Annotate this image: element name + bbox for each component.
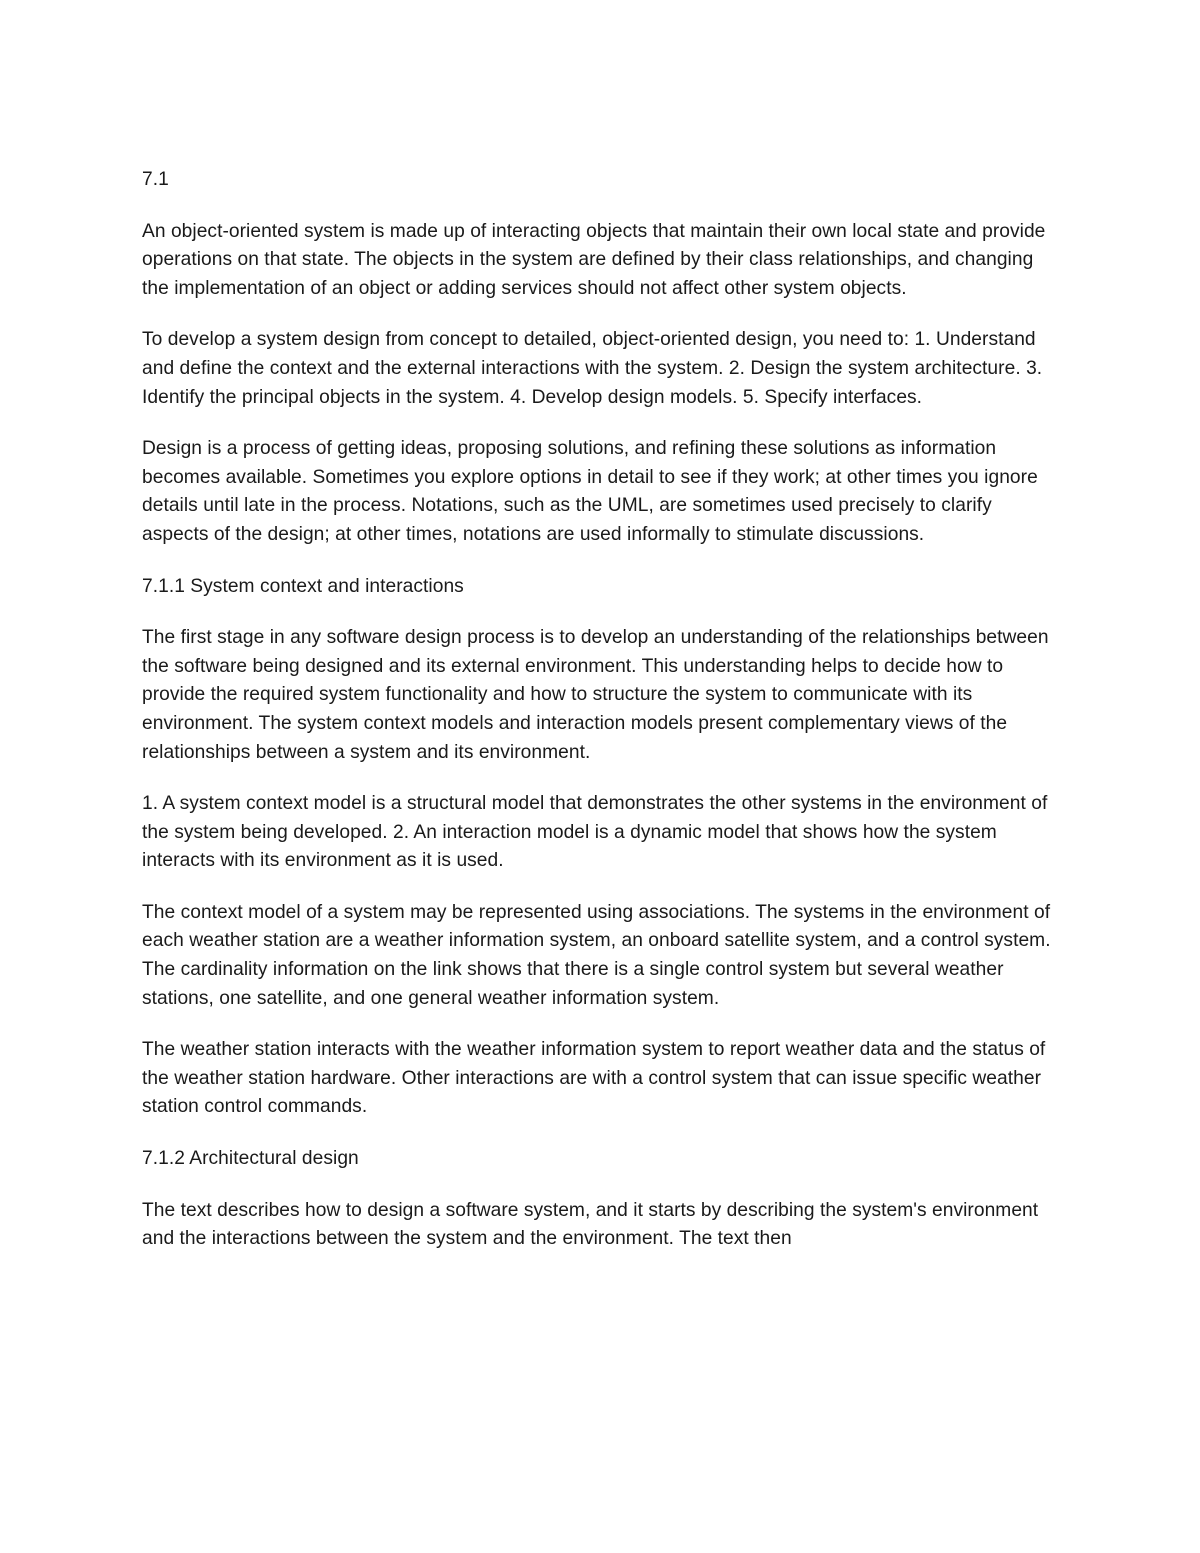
section-heading-7-1-2: 7.1.2 Architectural design <box>142 1148 359 1170</box>
paragraph-context-model: The context model of a system may be represented using associations. The systems in the environment of each weather station are a weather information system, an onboard satellite system, and a control system. The cardinality information on the link shows that there is a single control system but several weather stations, one satellite, and one general weather information system. <box>142 901 1051 1009</box>
paragraph-design-process: Design is a process of getting ideas, proposing solutions, and refining these solutions as information becomes available. Sometimes you explore options in detail to see if they work; at other times you ignore details until late in the process. Notations, such as the UML, are sometimes used precisely to clarify aspects of the design; at other times, notations are used informally to stimulate discussions. <box>142 438 1038 545</box>
section-heading-7-1: 7.1 <box>142 169 169 190</box>
paragraph-first-stage: The first stage in any software design process is to develop an understanding of the relationships between the software being designed and its external environment. This understanding helps to decide how to provide the required system functionality and how to structure the system to communicate with its environment. The system context models and interaction models present complementary views of the relationships between a system and its environment. <box>142 627 1049 763</box>
paragraph-architectural-design: The text describes how to design a software system, and it starts by describing the system's environment and the interactions between the system and the environment. The text then <box>142 1199 1039 1250</box>
paragraph-design-steps: To develop a system design from concept to detailed, object-oriented design, you need to: 1. Understand and define the context and the external interactions with the system. 2. Design the system architecture. 3. Identify the principal objects in the system. 4. Develop design models. 5. Specify interfaces. <box>142 329 1043 408</box>
section-heading-7-1-1: 7.1.1 System context and interactions <box>142 575 464 597</box>
paragraph-weather-station: The weather station interacts with the weather information system to report weather data and the status of the weather station hardware. Other interactions are with a control system that can issue specific weather station control commands. <box>142 1039 1046 1118</box>
document-body <box>142 166 1062 1277</box>
paragraph-model-types: 1. A system context model is a structural model that demonstrates the other systems in the environment of the system being developed. 2. An interaction model is a dynamic model that shows how the system interacts with its environment as it is used. <box>142 793 1048 872</box>
paragraph-object-oriented-system: An object-oriented system is made up of interacting objects that maintain their own local state and provide operations on that state. The objects in the system are defined by their class relationships, and changing the implementation of an object or adding services should not affect other system objects. <box>142 220 1046 299</box>
